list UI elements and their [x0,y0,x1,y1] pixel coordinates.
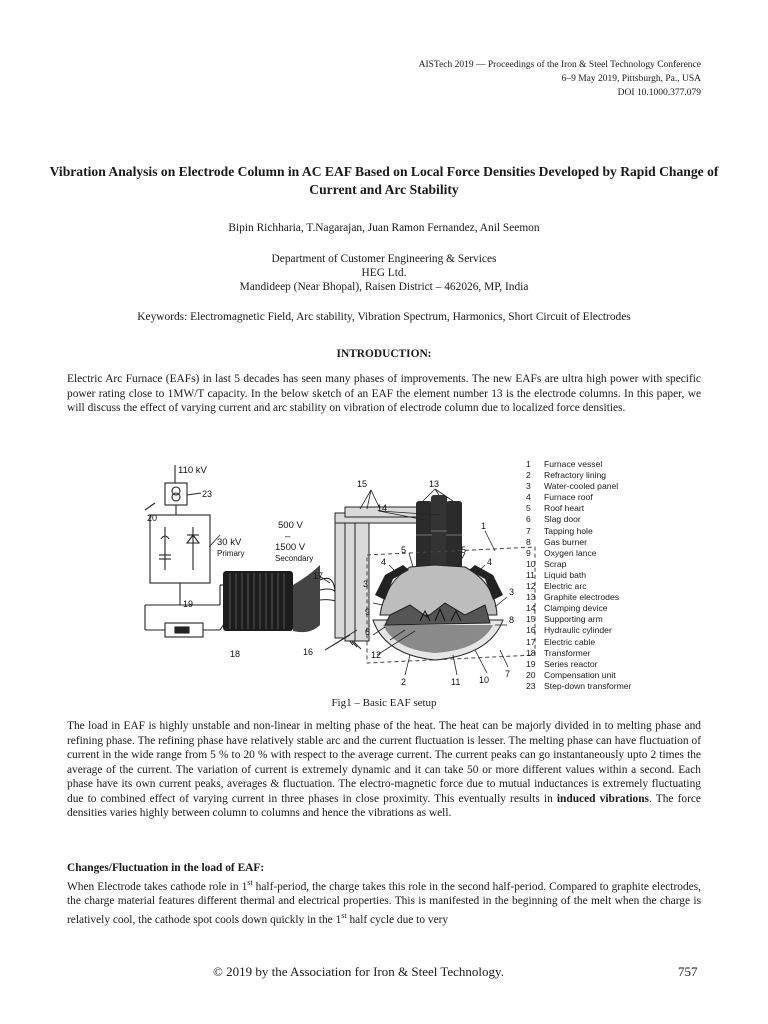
legend-item [526,614,631,625]
legend-number: 18 [526,647,536,658]
superscript-st-2: st [341,910,347,920]
conference-dates: 6–9 May 2019, Pittsburgh, Pa., USA [561,74,701,84]
label-30kv: 30 kV [217,537,242,548]
legend-label: Graphite electrodes [544,592,619,603]
legend-number: 23 [526,680,536,691]
callout-4a: 4 [381,557,387,567]
intro-paragraph: Electric Arc Furnace (EAFs) in last 5 decades has seen many phases of improvements. The new EAFs are ultra high power with specific power rating close to 1MW/T capacity. In the below sketch of an EAF the element number 13 is the electrode columns. In this paper, we will discuss the effect of varying current and arc stability on vibration of electrode column due to localized force densities. [67,373,701,414]
callout-23: 23 [202,489,213,499]
callout-18: 18 [230,649,241,659]
legend-number: 16 [526,625,536,636]
legend-label: Electric arc [544,581,587,592]
callout-6: 6 [365,627,371,637]
legend-label: Hydraulic cylinder [544,625,612,636]
authors: Bipin Richharia, T.Nagarajan, Juan Ramon Fernandez, Anil Seemon [228,222,540,234]
callout-5b: 5 [461,545,467,555]
copyright-footer: © 2019 by the Association for Iron & Steel Technology. [213,964,504,979]
keywords: Keywords: Electromagnetic Field, Arc stability, Vibration Spectrum, Harmonics, Short Circuit of Electrodes [137,311,631,323]
callout-17: 17 [313,571,324,581]
label-1500v: 1500 V [275,542,306,553]
legend-number: 14 [526,603,536,614]
legend-number: 7 [526,525,531,536]
conference-header [419,58,701,100]
legend-label: Refractory lining [544,470,607,481]
label-secondary: Secondary [275,554,314,563]
load-text-2: . The force densities varies highly between column to columns and hence the vibrations as well. [67,792,701,819]
changes-text-2: half-period, the charge takes this role in the second half-period. Compared to graphite electrodes, the charge material features different thermal and electrical properties. This is manifested in the beginning of the melt when the charge is relatively cool, the cathode spot cools down quickly in the 1 [67,880,701,926]
legend-item [526,670,631,681]
legend-label: Series reactor [544,658,598,669]
legend-number: 17 [526,636,536,647]
legend-number: 6 [526,514,531,525]
furnace-body [373,565,503,660]
label-110kv: 110 kV [178,465,207,476]
legend-number: 5 [526,503,531,514]
subheading-changes: Changes/Fluctuation in the load of EAF: [67,862,265,874]
step-down-transformer-box [165,483,187,505]
changes-paragraph [67,876,701,927]
legend-label: Furnace vessel [544,459,603,469]
callout-20: 20 [147,513,158,523]
legend-label: Gas burner [544,536,587,547]
callout-1: 1 [481,521,487,531]
legend-item [526,514,631,525]
legend-item [526,581,631,592]
department: Department of Customer Engineering & Services [271,253,497,265]
callout-3b: 3 [509,587,515,597]
legend-number: 19 [526,658,536,669]
legend-item [526,548,631,559]
legend-item [526,681,631,692]
transformer-coils [223,565,320,632]
callout-14: 14 [377,503,388,513]
callout-7: 7 [505,669,511,679]
conference-name: AISTech 2019 — Proceedings of the Iron & Steel Technology Conference [418,60,701,70]
legend-item [526,459,631,470]
legend-item [526,559,631,570]
legend-item [526,470,631,481]
legend-label: Supporting arm [544,614,603,625]
callout-4b: 4 [487,557,493,567]
load-paragraph [67,719,701,821]
legend-label: Scrap [544,558,567,569]
callout-5a: 5 [401,545,407,555]
legend-number: 11 [526,569,535,580]
callout-15: 15 [357,479,368,489]
legend-item [526,570,631,581]
legend-label: Tapping hole [544,525,593,536]
compensation-unit-box [150,515,210,583]
callout-19: 19 [183,599,194,609]
changes-text-3: half cycle due to very [346,913,449,926]
label-500v: 500 V [278,520,303,531]
changes-text-1: When Electrode takes cathode role in 1 [67,880,248,893]
legend-item [526,503,631,514]
figure-caption: Fig1 – Basic EAF setup [331,697,437,709]
legend-item [526,603,631,614]
section-heading-introduction: INTRODUCTION: [336,348,432,360]
superscript-st-1: st [247,878,253,887]
doi: DOI 10.1000.377.079 [617,88,701,98]
legend-number: 13 [526,592,536,603]
legend-number: 9 [526,547,531,558]
legend-label: Liquid bath [544,569,587,580]
legend-item [526,659,631,670]
legend-label: Transformer [544,647,591,658]
legend-number: 12 [526,581,536,592]
legend-item [526,526,631,537]
legend-number: 1 [526,459,531,469]
label-primary: Primary [217,549,245,558]
callout-9: 9 [365,607,371,617]
callout-8: 8 [509,615,515,625]
company: HEG Ltd. [361,267,407,279]
legend-label: Slag door [544,514,581,525]
legend-number: 20 [526,669,536,680]
callout-3a: 3 [363,579,369,589]
legend-item [526,537,631,548]
legend-label: Step-down transformer [544,680,632,691]
load-text-1: The load in EAF is highly unstable and non-linear in melting phase of the heat. The heat can be majorly divided in to melting phase and refining phase. The refining phase have relatively stable arc and the current fluctuation is lesser. The melting phase can have fluctuation of current in the wide range from 5 % to 20 % with respect to the average current. The current peaks can go instantaneously upto 2 times the average of the current. The variation of current is extremely dynamic and it can take 50 or more different values within a second. Each phase have its own current peaks, averages & fluctuation. The electro-magnetic force due to mutual inductances is extremely fluctuating due to combined effect of varying current in three phases in close proximity. This eventually results in [67,720,701,805]
legend-label: Compensation unit [544,669,616,680]
legend-label: Electric cable [544,636,596,647]
legend-number: 4 [526,492,531,503]
legend-label: Water-cooled panel [544,481,619,492]
induced-vibrations-bold: induced vibrations [556,792,649,805]
legend-item [526,625,631,636]
legend-number: 3 [526,481,531,492]
address: Mandideep (Near Bhopal), Raisen District – 462026, MP, India [239,281,529,293]
legend-item [526,492,631,503]
legend-label: Furnace roof [544,492,593,503]
legend-item [526,637,631,648]
page-number: 757 [678,964,698,979]
legend-number: 10 [526,558,536,569]
label-dash: – [285,531,291,542]
callout-2: 2 [401,677,407,687]
legend-label: Oxygen lance [544,547,597,558]
callout-11: 11 [451,677,461,687]
callout-12: 12 [371,650,382,660]
legend-number: 2 [526,470,531,481]
legend-number: 8 [526,536,531,547]
legend-item [526,592,631,603]
callout-13: 13 [429,479,440,489]
callout-16: 16 [303,647,314,657]
legend-item [526,481,631,492]
legend-item [526,648,631,659]
legend-label: Clamping device [544,603,608,614]
legend-number: 15 [526,614,536,625]
legend-label: Roof heart [544,503,585,514]
affiliation [0,252,768,294]
callout-10: 10 [479,675,490,685]
figure-legend [526,459,631,692]
paper-title: Vibration Analysis on Electrode Column in AC EAF Based on Local Force Densities Developed by Rapid Change of Current and Arc Stability [49,164,719,197]
